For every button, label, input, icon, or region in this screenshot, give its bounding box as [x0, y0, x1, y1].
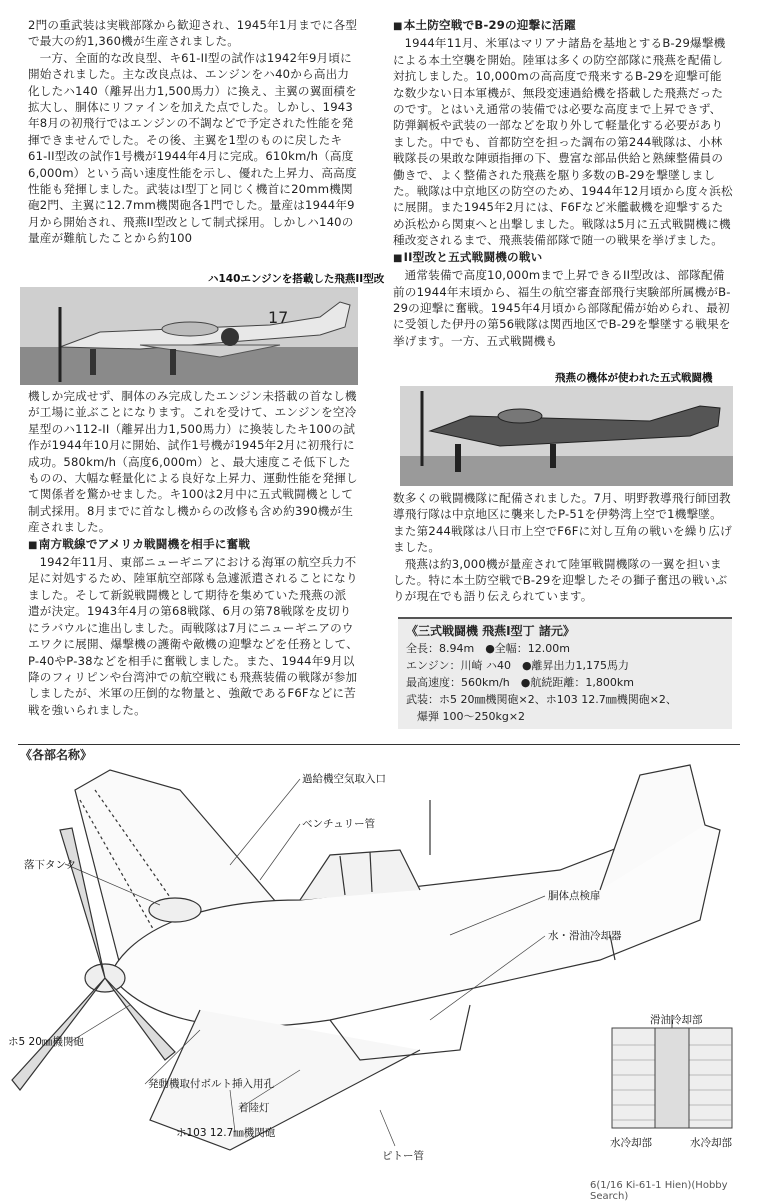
radiator-detail — [612, 1015, 732, 1128]
label-ho103-mg: ホ103 12.7㎜機関砲 — [176, 1127, 276, 1139]
label-landing-light: 着陸灯 — [238, 1102, 270, 1114]
tail-number: 17 — [268, 308, 289, 327]
label-engine-bolt-hole: 発動機取付ボルト挿入用孔 — [148, 1078, 274, 1090]
paragraph: 通常装備で高度10,000mまで上昇できるII型改は、部隊配備前の1944年末頃から、福生の航空審査部飛行実験部所属機がB-29の迎撃に奮戦。1945年4月頃から部隊配備が始められ、最初に受領した伊丹の第56戦隊は関西地区でB-29を撃墜する戦果を挙げます。一方、五式戦闘機も — [393, 268, 731, 348]
photo1-caption: ハ140エンジンを搭載した飛燕II型改 — [208, 273, 385, 285]
spec-box — [398, 617, 732, 729]
aircraft-cutaway-diagram — [0, 760, 759, 1160]
label-venturi-tube: ベンチュリー管 — [302, 818, 376, 830]
paragraph: 機しか完成せず、胴体のみ完成したエンジン未搭載の首なし機が工場に並ぶことになります。これを受けて、エンジンを空冷星型のハ112-II（離昇出力1,500馬力）に換装したキ100の試作が1944年10月に開始、試作1号機が1945年2月に初飛行に成功。580km/h（高度6,000m）と、最大速度こそ低下したものの、大幅な軽量化による良好な上昇力、運動性能を発揮して関係者を驚かせました。キ100は2月中に五式戦闘機として制式採用。8月までに首なし機からの改修も含め約390機が生産されました。 — [28, 389, 358, 535]
aircraft-photo-illustration — [20, 287, 358, 385]
spec-title: 《三式戦闘機 飛燕I型丁 諸元》 — [406, 624, 575, 638]
label-pitot-tube: ピトー管 — [382, 1150, 424, 1162]
label-fuselage-hatch: 胴体点検扉 — [548, 890, 601, 902]
label-drop-tank: 落下タンク — [24, 859, 77, 871]
paragraph: 飛燕は約3,000機が量産されて陸軍戦闘機隊の一翼を担いました。特に本土防空戦でB-29を迎撃したその獅子奮迅の戦いぶりが現在でも語り伝えられています。 — [393, 556, 728, 604]
section-divider — [18, 744, 740, 745]
label-oil-cooler: 滑油冷却部 — [650, 1014, 703, 1026]
paragraph: 数多くの戦闘機隊に配備されました。7月、明野教導飛行師団教導飛行隊は中京地区に襲来したP-51を伊勢湾上空で1機撃墜。また第244戦隊は八日市上空でF6Fに対し互角の戦いを繰り広げました。 — [393, 491, 732, 555]
section-heading: ■ 南方戦線でアメリカ戦闘機を相手に奮戦 — [28, 536, 358, 554]
spec-row: 全長：8.94m ●全幅：12.00m — [406, 642, 571, 655]
label-radiator: 水・滑油冷却器 — [548, 930, 622, 942]
spec-row: 最高速度：560km/h ●航続距離：1,800km — [406, 676, 634, 689]
section-heading: ■ 本土防空戦でB-29の迎撃に活躍 — [393, 17, 733, 35]
footer: 6(1/16 Ki-61-1 Hien)(Hobby Search) — [590, 1180, 728, 1202]
label-water-cooler-2: 水冷却部 — [690, 1137, 732, 1149]
photo-type5-fighter — [400, 386, 733, 486]
aircraft-photo-illustration-2 — [400, 386, 733, 486]
parts-title: 《各部名称》 — [20, 748, 93, 762]
label-water-cooler-1: 水冷却部 — [610, 1137, 652, 1149]
paragraph: 1942年11月、東部ニューギニアにおける海軍の航空兵力不足に対処するため、陸軍航空部隊も急遽派遣されることになりました。そして新鋭戦闘機として期待を集めていた飛燕の派遣が決定。1943年4月の第68戦隊、6月の第78戦隊を皮切りにラバウルに進出しました。両戦隊は7月にニューギニアのウエワクに展開、爆撃機の護衛や敵機の迎撃などを任務として、P-40やP-38などを相手に奮戦しました。また、1944年9月以降のフィリピンや台湾沖での航空戦にも飛燕装備の戦隊が参加しましたが、米軍の圧倒的な物量と、強敵であるF6Fなどに苦戦を強いられました。 — [28, 555, 358, 717]
photo2-caption: 飛燕の機体が使われた五式戦闘機 — [555, 372, 713, 384]
right-column-bottom-text — [393, 490, 733, 605]
label-supercharger-intake: 過給機空気取入口 — [302, 773, 386, 785]
paragraph: 1944年11月、米軍はマリアナ諸島を基地とするB-29爆撃機による本土空襲を開始。陸軍は多くの防空部隊に飛燕を配備し対抗しました。10,000mの高高度で飛来するB-29を迎撃可能な数少ない日本軍機が、無段変速過給機を搭載した飛燕だったのです。とはいえ通常の装備では必要な高度まで上昇できず、防弾鋼板や武装の一部などを取り外して軽量化する必要がありました。中でも、首都防空を担った調布の第244戦隊は、小林戦隊長の果敢な陣頭指揮の下、豊富な部品供給と熟練整備員の働きで、よく整備された飛燕を駆り多数のB-29を撃墜しました。戦隊は中京地区の防空のため、1944年12月頃から度々浜松に展開。また1945年2月には、F6Fなど米艦載機を迎撃するため浜松から関東へと出撃しました。戦隊は5月に五式戦闘機に機種改変されるまで、飛燕装備部隊で随一の戦果を挙げました。 — [393, 36, 733, 248]
spec-row: 武装：ホ5 20㎜機関砲×2、ホ103 12.7㎜機関砲×2、 — [406, 693, 677, 706]
left-column-top-text — [28, 17, 358, 247]
spec-rows — [406, 640, 724, 725]
right-column-top-text — [393, 17, 733, 349]
left-column-bottom-text — [28, 388, 358, 718]
spec-row: エンジン：川崎 ハ40 ●離昇出力1,175馬力 — [406, 659, 630, 672]
photo-ki61-ii-kai — [20, 287, 358, 385]
spec-row: 爆弾 100〜250kg×2 — [406, 710, 526, 723]
label-ho5-cannon: ホ5 20㎜機関砲 — [8, 1036, 84, 1048]
section-heading: ■ II型改と五式戦闘機の戦い — [393, 249, 733, 267]
paragraph: 2門の重武装は実戦部隊から歓迎され、1945年1月までに各型で最大の約1,360機が生産されました。 — [28, 18, 358, 49]
paragraph: 一方、全面的な改良型、キ61-II型の試作は1942年9月頃に開始されました。主な改良点は、エンジンをハ40から高出力化したハ140（離昇出力1,500馬力）に換え、主翼の翼面積を拡大し、胴体にリファインを加えた点でした。しかし、1943年8月の初飛行ではエンジンの不調などで予定された性能を発揮できませんでした。その後、主翼を1型のものに戻したキ61-II型改の試作1号機が1944年4月に完成。610km/h（高度6,000m）という高い速度性能を示し、優れた上昇力、高高度性能も発揮しました。武装はI型丁と同じく機首に20mm機関砲2門、主翼に12.7mm機関砲各1門でした。量産は1944年9月から開始され、飛燕II型改として制式採用。しかしハ140の量産が難航したことから約100 — [28, 50, 357, 246]
